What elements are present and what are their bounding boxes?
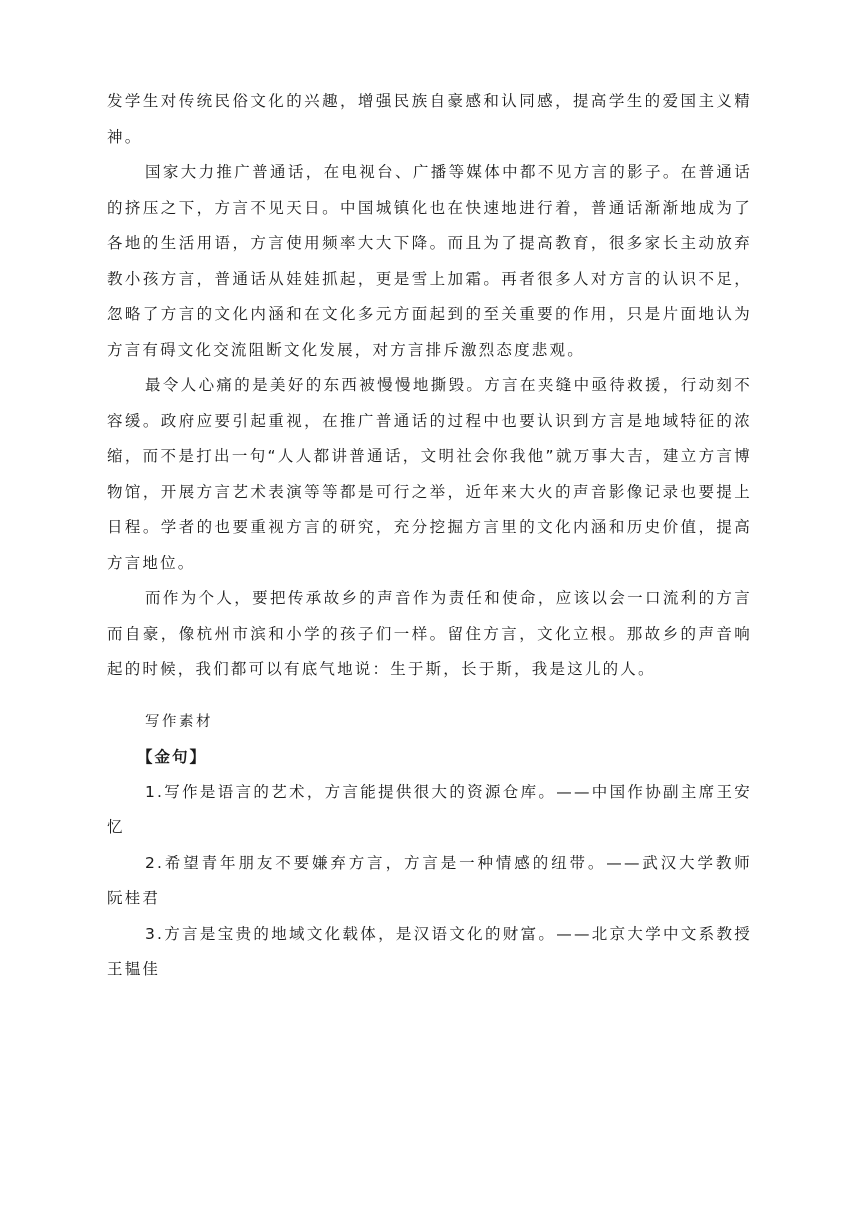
writing-material-label: 写作素材 <box>145 713 213 730</box>
quote-item-3: 3.方言是宝贵的地域文化载体，是汉语文化的财富。——北京大学中文系教授 王韫佳 <box>107 924 752 978</box>
body-paragraph-3: 最令人心痛的是美好的东西被慢慢地撕毁。方言在夹缝中亟待救援，行动刻不容缓。政府应要引起重视，在推广普通话的过程中也要认识到方言是地域特征的浓缩，而不是打出一句“人人都讲普通话，文明社会你我他”就万事大吉，建立方言博物馆，开展方言艺术表演等等都是可行之举，近年来大火的声音影像记录也要提上日程。学者的也要重视方言的研究，充分挖掘方言里的文化内涵和历史价值，提高方言地位。 <box>107 376 752 572</box>
golden-sentences-heading: 【金句】 <box>137 747 208 766</box>
quote-item-2: 2.希望青年朋友不要嫌弃方言，方言是一种情感的纽带。——武汉大学教师 阮桂君 <box>107 853 752 907</box>
body-paragraph-2: 国家大力推广普通话，在电视台、广播等媒体中都不见方言的影子。在普通话的挤压之下，方言不见天日。中国城镇化也在快速地进行着，普通话渐渐地成为了各地的生活用语，方言使用频率大大下降。而且为了提高教育，很多家长主动放弃教小孩方言，普通话从娃娃抓起，更是雪上加霜。再者很多人对方言的认识不足，忽略了方言的文化内涵和在文化多元方面起到的至关重要的作用，只是片面地认为方言有碍文化交流阻断文化发展，对方言排斥激烈态度悲观。 <box>107 163 752 359</box>
body-paragraph-1: 发学生对传统民俗文化的兴趣，增强民族自豪感和认同感，提高学生的爱国主义精神。 <box>107 92 752 146</box>
quote-item-1: 1.写作是语言的艺术，方言能提供很大的资源仓库。——中国作协副主席王安忆 <box>107 782 752 836</box>
document-page <box>107 84 752 988</box>
body-paragraph-4: 而作为个人，要把传承故乡的声音作为责任和使命，应该以会一口流利的方言而自豪，像杭州市滨和小学的孩子们一样。留住方言，文化立根。那故乡的声音响起的时候，我们都可以有底气地说：生于斯，长于斯，我是这儿的人。 <box>107 589 752 678</box>
